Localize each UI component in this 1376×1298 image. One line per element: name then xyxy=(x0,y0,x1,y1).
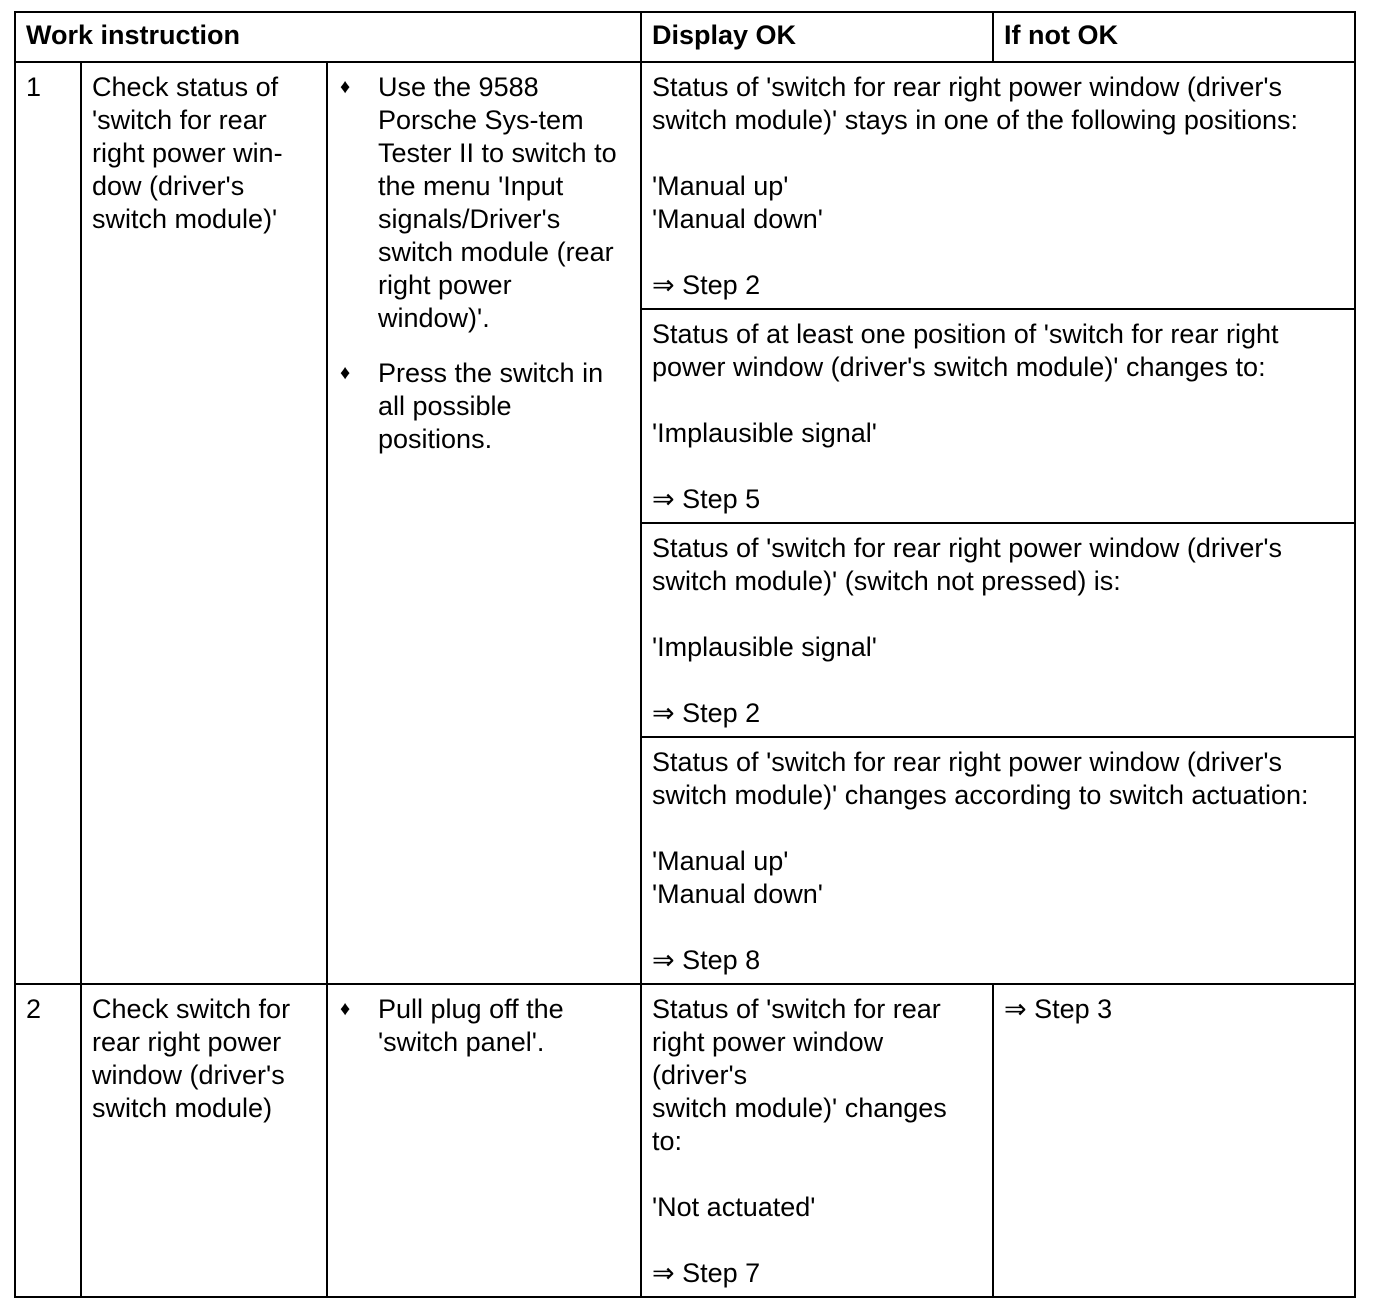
next-step-link: ⇒ Step 7 xyxy=(652,1258,761,1288)
header-work-instruction: Work instruction xyxy=(15,12,641,62)
bullet-diamond-icon: ♦ xyxy=(340,76,351,98)
step-task: Check switch for rear right power window (driver's switch module) xyxy=(81,984,327,1297)
next-step-link: ⇒ Step 8 xyxy=(652,945,761,975)
instruction-item: ♦ Press the switch in all possible positions. xyxy=(340,358,604,454)
step-instructions xyxy=(327,62,641,984)
bullet-diamond-icon: ♦ xyxy=(340,998,351,1020)
step-instructions xyxy=(327,984,641,1297)
step-number: 2 xyxy=(15,984,81,1297)
display-ok-outcome: Status of 'switch for rear right power window (driver's switch module)' (switch not pressed) is: 'Implausible signal' ⇒ Step 2 xyxy=(641,523,1355,737)
instruction-item: ♦ Use the 9588 Porsche Sys-tem Tester II to switch to the menu 'Input signals/Driver's switch module (rear right power window)'. xyxy=(340,72,617,333)
display-ok-outcome: Status of 'switch for rear right power window (driver's switch module)' changes according to switch actuation: 'Manual up' 'Manual down' ⇒ Step 8 xyxy=(641,737,1355,984)
next-step-link: ⇒ Step 5 xyxy=(652,484,761,514)
instruction-list xyxy=(338,993,630,1059)
header-display-ok: Display OK xyxy=(641,12,993,62)
display-ok-outcome: Status of at least one position of 'switch for rear right power window (driver's switch module)' changes to: 'Implausible signal' ⇒ Step 5 xyxy=(641,309,1355,523)
display-ok-outcome: Status of 'switch for rear right power window (driver's switch module)' changes to: 'Not actuated' ⇒ Step 7 xyxy=(641,984,993,1297)
header-if-not-ok: If not OK xyxy=(993,12,1355,62)
next-step-link: ⇒ Step 2 xyxy=(652,698,761,728)
work-instruction-table xyxy=(14,11,1356,1298)
if-not-ok-outcome: ⇒ Step 3 xyxy=(993,984,1355,1297)
display-ok-outcome: Status of 'switch for rear right power window (driver's switch module)' stays in one of the following positions: 'Manual up' 'Manual down' ⇒ Step 2 xyxy=(641,62,1355,309)
table-header-row xyxy=(15,12,1355,62)
instruction-item: ♦ Pull plug off the 'switch panel'. xyxy=(340,994,564,1057)
step-number: 1 xyxy=(15,62,81,984)
instruction-list xyxy=(338,71,630,456)
table-row-step-2 xyxy=(15,984,1355,1297)
table-row-step-1 xyxy=(15,62,1355,309)
bullet-diamond-icon: ♦ xyxy=(340,362,351,384)
next-step-link: ⇒ Step 2 xyxy=(652,270,761,300)
step-task: Check status of 'switch for rear right power win-dow (driver's switch module)' xyxy=(81,62,327,984)
